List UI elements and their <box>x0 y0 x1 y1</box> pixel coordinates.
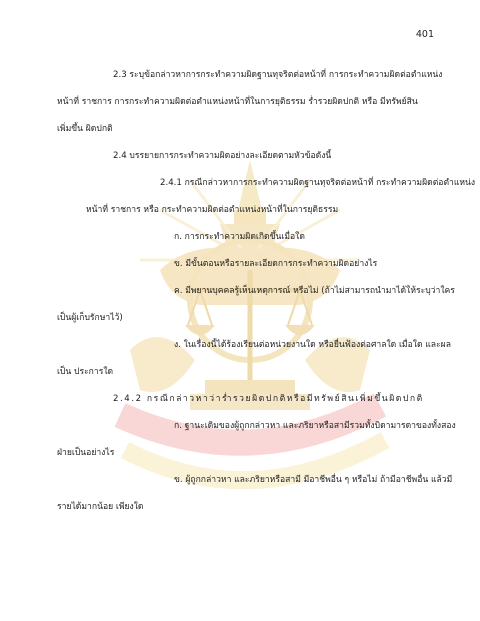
text-line: 2.3 ระบุข้อกล่าวหาการกระทำความผิดฐานทุจริตต่อหน้าที่ การกระทำความผิดต่อตำแหน่ง <box>113 70 443 80</box>
page-number: 401 <box>415 29 434 40</box>
subsection-heading: 2.4.1 กรณีกล่าวหาการกระทำความผิดฐานทุจริตต่อหน้าที่ กระทำความผิดต่อตำแหน่ง <box>160 178 476 188</box>
text-line: หน้าที่ ราชการ การกระทำความผิดต่อตำแหน่งหน้าที่ในการยุติธรรม ร่ำรวยผิดปกติ หรือ มีทรัพย์สิน <box>57 97 418 107</box>
text-line: ฝ่ายเป็นอย่างไร <box>57 448 115 458</box>
text-line: เป็น ประการใด <box>57 367 114 377</box>
list-item: ก. ฐานะเดิมของผู้ถูกกล่าวหา และภริยาหรือสามีรวมทั้งบิดามารดาของทั้งสอง <box>174 421 456 431</box>
section-heading: 2.4 บรรยายการกระทำความผิดอย่างละเอียดตามหัวข้อดังนี้ <box>113 151 332 161</box>
text-line: รายได้มากน้อย เพียงใด <box>57 502 144 512</box>
text-line: หน้าที่ ราชการ หรือ กระทำความผิดต่อตำแหน่งหน้าที่ในการยุติธรรม <box>86 205 339 215</box>
list-item: ง. ในเรื่องนี้ได้ร้องเรียนต่อหน่วยงานใด หรือยื่นฟ้องต่อศาลใด เมื่อใด และผล <box>174 340 451 350</box>
list-item: ข. ผู้ถูกกล่าวหา และภริยาหรือสามี มีอาชีพอื่น ๆ หรือไม่ ถ้ามีอาชีพอื่น แล้วมี <box>174 475 453 485</box>
subsection-heading: 2.4.2 กรณีกล่าวหาว่าร่ำรวยผิดปกติหรือมีทรัพย์สินเพิ่มขึ้นผิดปกติ <box>113 394 424 404</box>
list-item: ค. มีพยานบุคคลรู้เห็นเหตุการณ์ หรือไม่ (ถ้าไม่สามารถนำมาได้ให้ระบุว่าใคร <box>174 286 455 296</box>
text-line: เป็นผู้เก็บรักษาไว้) <box>57 313 123 323</box>
list-item: ข. มีขั้นตอนหรือรายละเอียดการกระทำความผิดอย่างไร <box>174 259 378 269</box>
text-line: เพิ่มขึ้น ผิดปกติ <box>57 124 113 134</box>
list-item: ก. การกระทำความผิดเกิดขึ้นเมื่อใด <box>174 232 305 242</box>
